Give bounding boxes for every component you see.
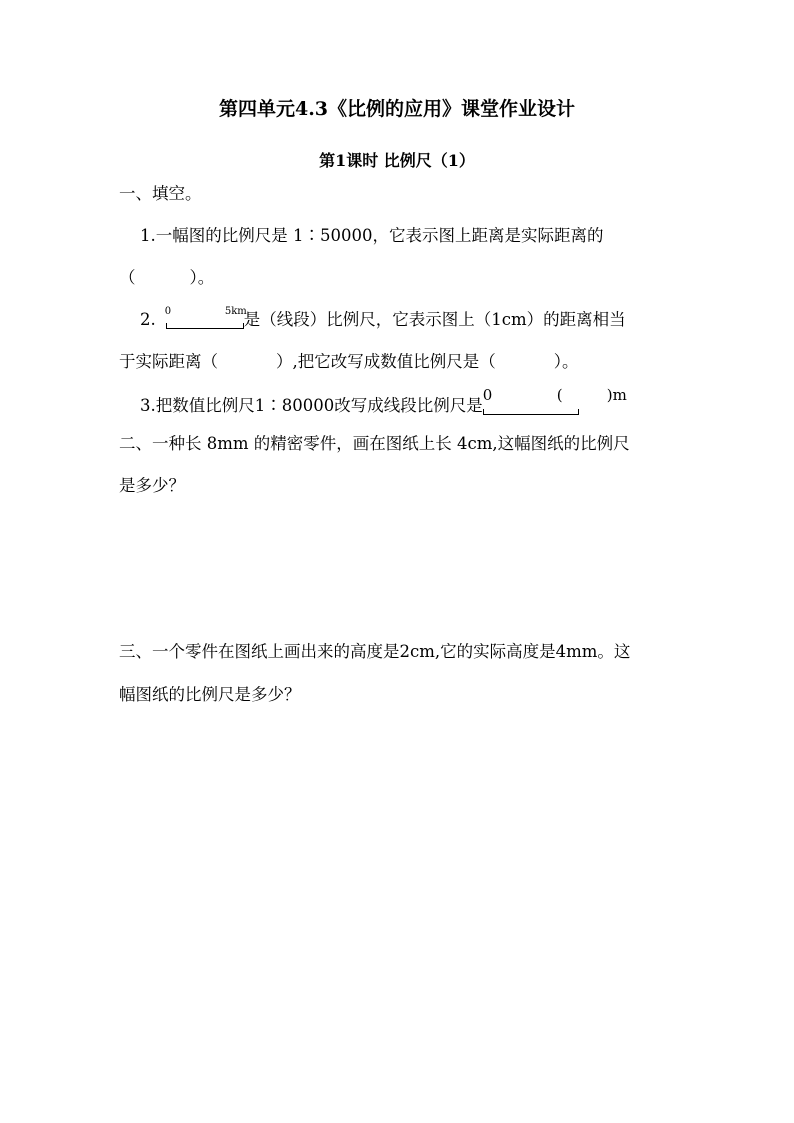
section3-line2: 幅图纸的比例尺是多少？	[119, 685, 301, 704]
scale2-label-zero: 0	[482, 386, 493, 404]
line-scale-blank	[482, 386, 627, 418]
section2-line1: 二、一种长 8mm 的精密零件，画在图纸上长 4cm,这幅图纸的比例尺	[119, 434, 630, 453]
section3-line1: 三、一个零件在图纸上画出来的高度是2cm,它的实际高度是4mm。这	[119, 642, 631, 661]
section1-heading: 一、填空。	[119, 184, 202, 203]
q2-text: 是（线段）比例尺，它表示图上（1cm）的距离相当	[243, 310, 626, 329]
scale2-paren-close: )m	[606, 386, 627, 404]
q1-blank-open: （	[119, 268, 136, 287]
q3-text: 3.把数值比例尺1∶80000改写成线段比例尺是	[140, 396, 483, 415]
q1-line1: 1.一幅图的比例尺是 1∶50000，它表示图上距离是实际距离的	[140, 226, 604, 245]
page-title: 第四单元4.3《比例的应用》课堂作业设计	[218, 98, 576, 120]
line-scale-5km	[164, 306, 247, 332]
q1-line2	[119, 266, 214, 290]
scale-bar-2	[483, 409, 579, 415]
q1-blank-close: ）。	[189, 268, 215, 287]
q2-line1	[140, 308, 626, 332]
q2-line2	[119, 350, 579, 374]
scale-bar	[166, 323, 244, 329]
q2-line2-a: 于实际距离（	[119, 352, 218, 371]
q2-number: 2.	[140, 310, 156, 329]
lesson-subtitle: 第1课时 比例尺（1）	[319, 151, 475, 170]
q2-line2-b: ）,把它改写成数值比例尺是（	[276, 352, 496, 371]
scale-label-5km: 5km	[224, 306, 247, 317]
section2-line2: 是多少？	[119, 476, 185, 495]
q3-line	[140, 386, 627, 418]
scale-label-zero: 0	[164, 306, 172, 317]
q2-line2-c: ）。	[553, 352, 579, 371]
scale2-paren-open: (	[556, 386, 563, 404]
